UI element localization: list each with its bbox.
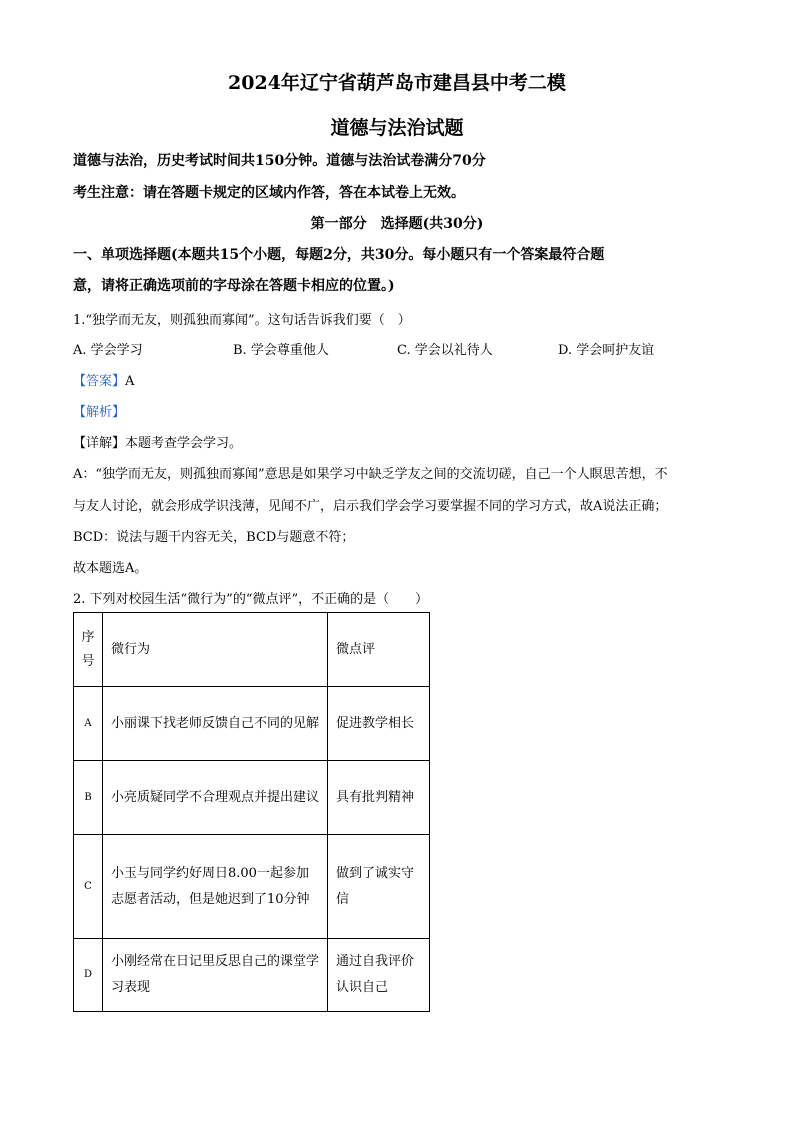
row-seq: B (74, 761, 103, 835)
table-header-row (74, 613, 430, 687)
header-seq: 序号 (74, 613, 103, 687)
row-action: 小刚经常在日记里反思自己的课堂学习表现 (103, 939, 328, 1012)
question-2-stem: 2. 下列对校园生活“微行为”的“微点评”，不正确的是（ ） (73, 592, 429, 607)
header-comment: 微点评 (328, 613, 430, 687)
detail-tag: 【详解】 (73, 436, 126, 451)
q1-option-b: B. 学会尊重他人 (233, 343, 329, 358)
q1-option-d: D. 学会呵护友谊 (558, 343, 655, 358)
section-instructions-line2: 意，请将正确选项前的字母涂在答题卡相应的位置。) (73, 278, 395, 294)
q1-conclusion: 故本题选A。 (73, 561, 148, 576)
page-title: 2024年辽宁省葫芦岛市建昌县中考二模 (228, 72, 566, 94)
analysis-tag: 【解析】 (73, 405, 126, 420)
row-action: 小亮质疑同学不合理观点并提出建议 (103, 761, 328, 835)
row-seq: D (74, 939, 103, 1012)
q1-detail (73, 432, 242, 451)
intro-time-score: 道德与法治，历史考试时间共150分钟。道德与法治试卷满分70分 (73, 153, 486, 169)
row-action: 小丽课下找老师反馈自己不同的见解 (103, 687, 328, 761)
table-row (74, 835, 430, 939)
answer-tag: 【答案】 (73, 374, 126, 389)
answer-value: A (125, 374, 135, 389)
row-comment: 促进教学相长 (328, 687, 430, 761)
intro-notice: 考生注意：请在答题卡规定的区域内作答，答在本试卷上无效。 (73, 185, 465, 201)
page-subtitle: 道德与法治试题 (330, 117, 464, 139)
table-row (74, 761, 430, 835)
q1-option-c: C. 学会以礼待人 (397, 343, 493, 358)
q1-explanation-line2: 与友人讨论，就会形成学识浅薄，见闻不广，启示我们学会学习要掌握不同的学习方式，故A说法正确； (73, 499, 668, 514)
row-comment: 做到了诚实守信 (328, 835, 430, 939)
table-row (74, 939, 430, 1012)
row-seq: A (74, 687, 103, 761)
header-action: 微行为 (103, 613, 328, 687)
row-comment: 具有批判精神 (328, 761, 430, 835)
q1-explanation-line1: A：“独学而无友，则孤独而寡闻”意思是如果学习中缺乏学友之间的交流切磋，自己一个人瞑思苦想，不 (73, 467, 668, 482)
row-comment: 通过自我评价认识自己 (328, 939, 430, 1012)
section-instructions-line1: 一、单项选择题(本题共15个小题，每题2分，共30分。每小题只有一个答案最符合题 (73, 247, 605, 263)
row-seq: C (74, 835, 103, 939)
q2-table (73, 612, 430, 1012)
q1-answer (73, 370, 134, 389)
table-row (74, 687, 430, 761)
row-action: 小玉与同学约好周日8.00一起参加志愿者活动，但是她迟到了10分钟 (103, 835, 328, 939)
q1-option-a: A. 学会学习 (73, 343, 143, 358)
question-1-stem: 1.“独学而无友，则孤独而寡闻”。这句话告诉我们要（ ） (73, 313, 411, 328)
part-heading: 第一部分 选择题(共30分) (310, 216, 484, 232)
detail-text: 本题考查学会学习。 (125, 436, 243, 451)
q1-explanation-line3: BCD：说法与题干内容无关，BCD与题意不符； (73, 530, 355, 545)
